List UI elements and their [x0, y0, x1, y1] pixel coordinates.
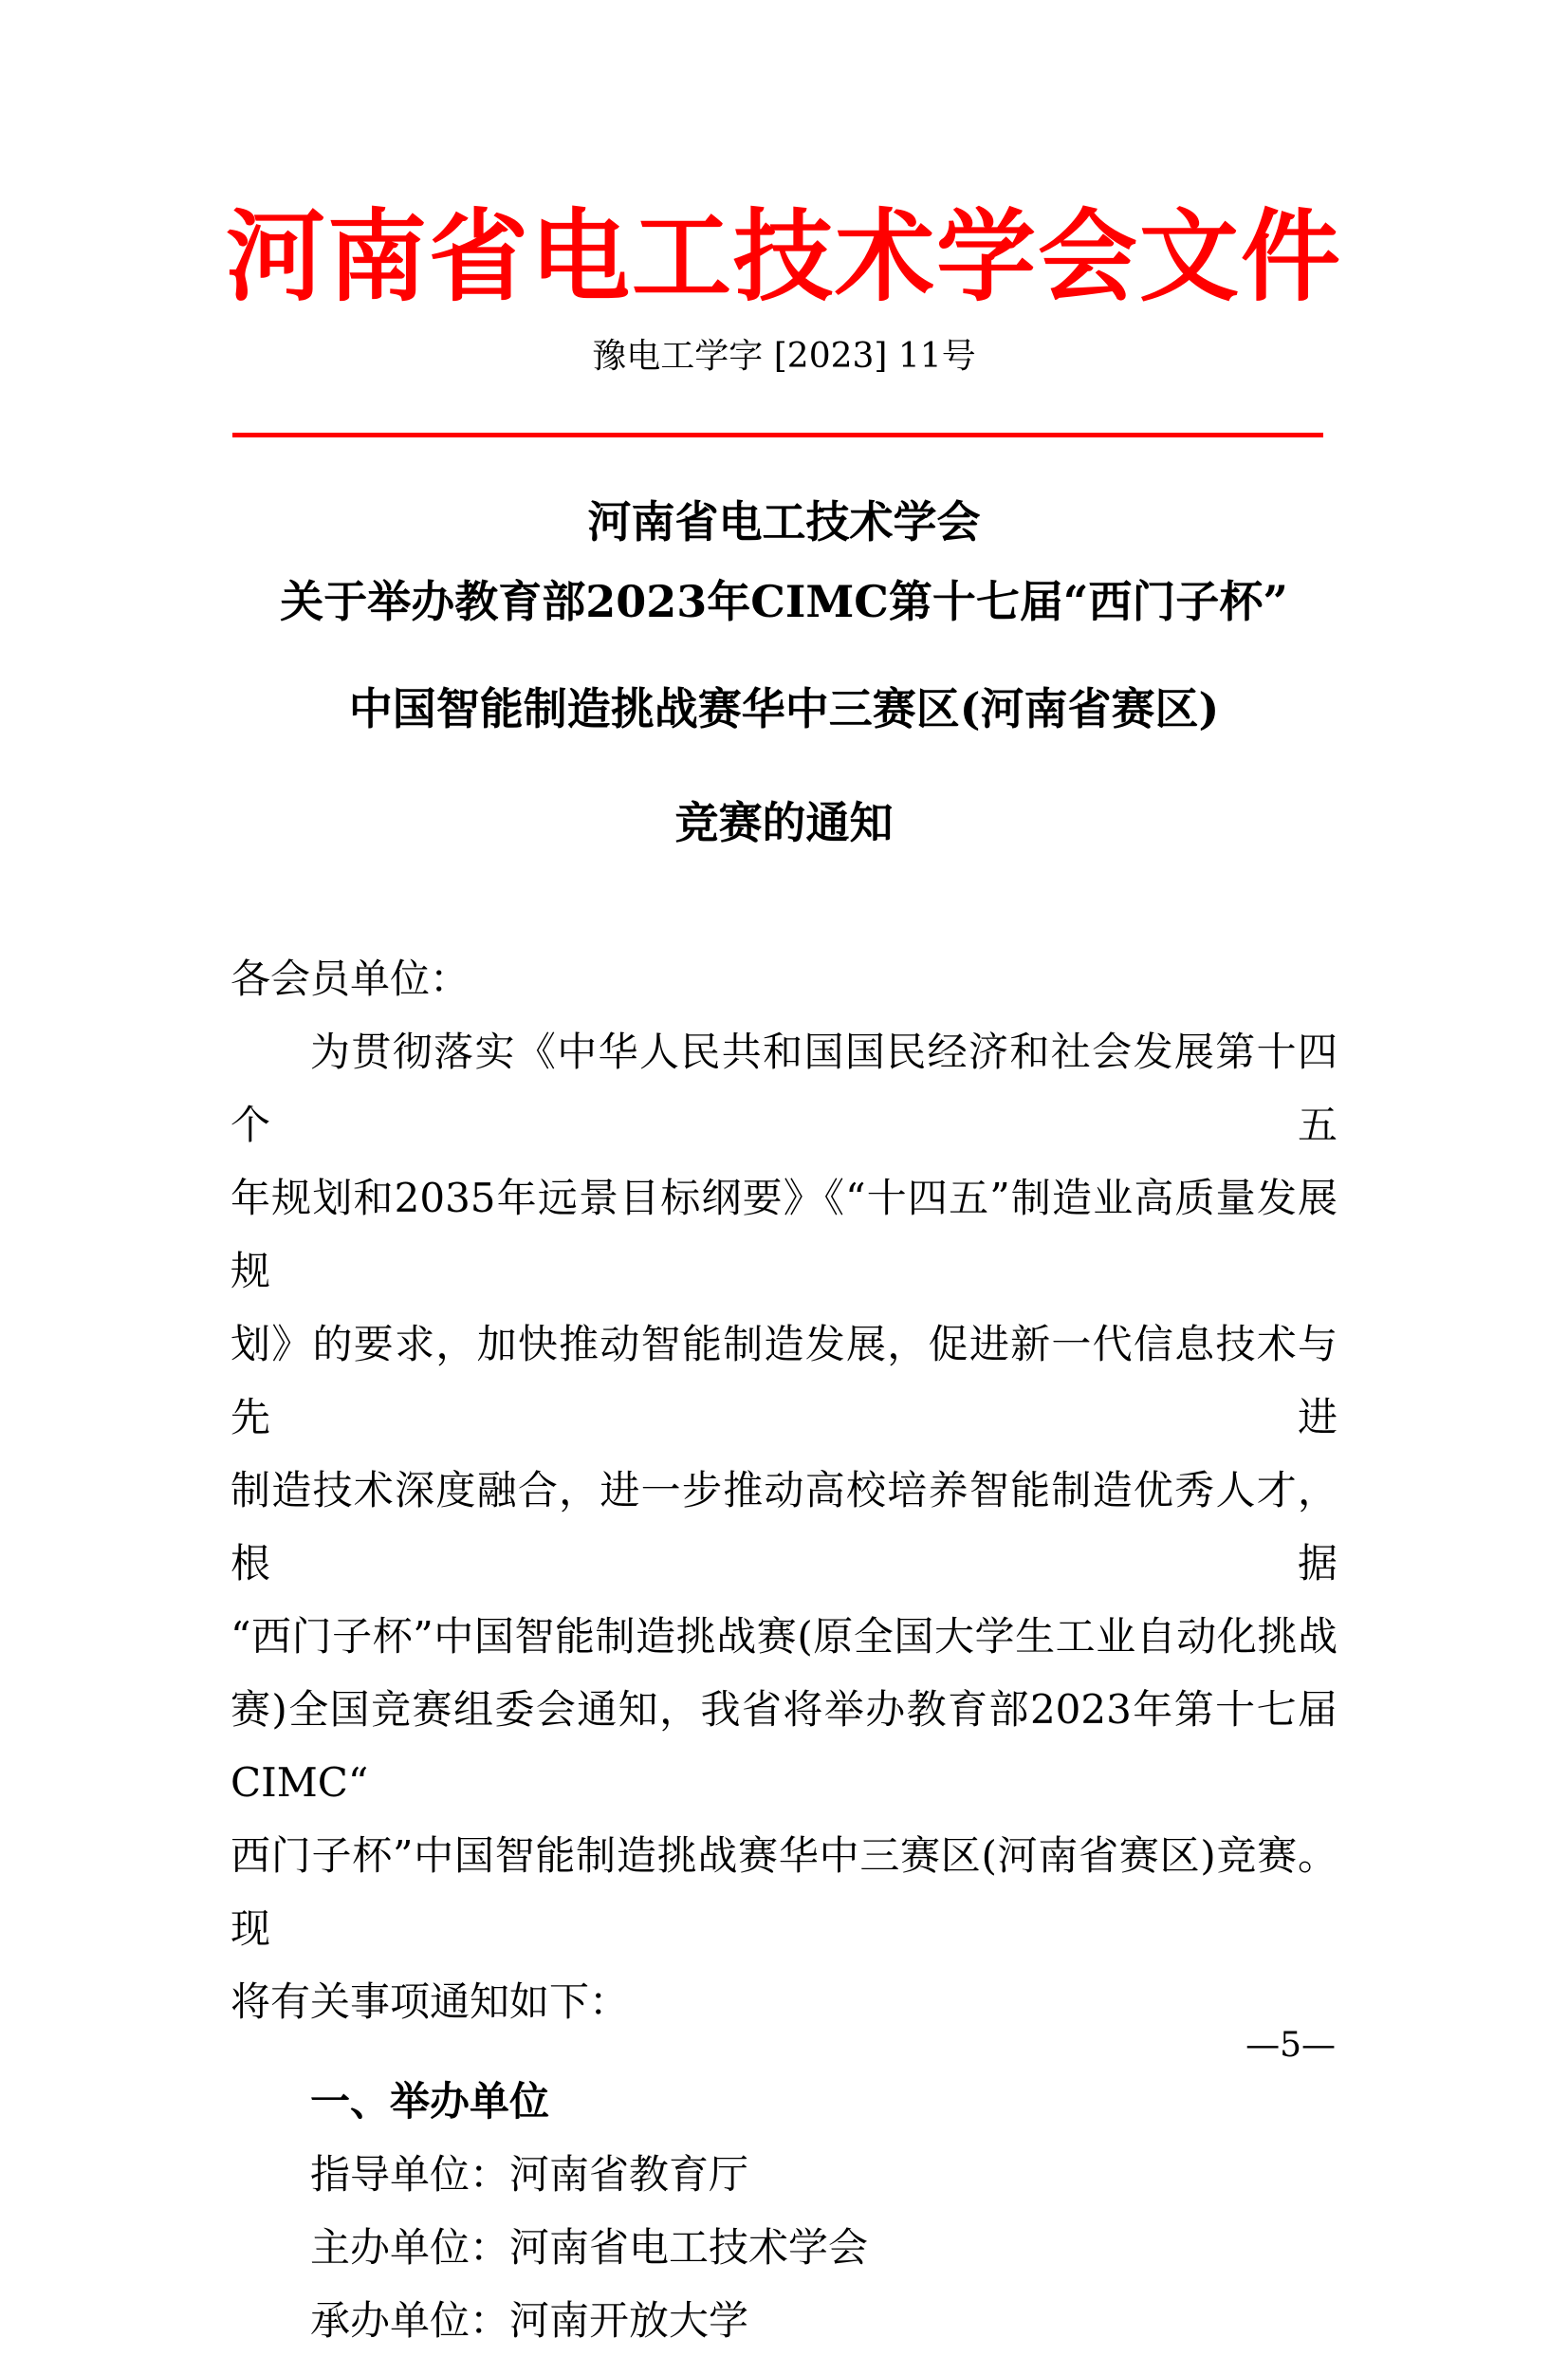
- title-line-organization: 河南省电工技术学会: [587, 496, 981, 547]
- body-line: 为贯彻落实《中华人民共和国国民经济和社会发展第十四个五: [231, 1029, 1337, 1148]
- header-divider-line: [232, 433, 1323, 437]
- organizer-item: 主办单位：河南省电工技术学会: [310, 2224, 869, 2271]
- document-body: [231, 942, 1337, 2357]
- body-paragraph: [231, 1015, 1337, 2038]
- letterhead-title: 河南省电工技术学会文件: [225, 197, 1342, 315]
- body-line: 西门子杯”中国智能制造挑战赛华中三赛区(河南省赛区)竞赛。现: [231, 1832, 1337, 1952]
- section-heading-organizers: 一、举办单位: [310, 2078, 550, 2125]
- body-line: “西门子杯”中国智能制造挑战赛(原全国大学生工业自动化挑战: [231, 1613, 1337, 1660]
- page-number: —5—: [1245, 2026, 1336, 2065]
- organizer-list: [231, 2138, 1337, 2357]
- document-number: 豫电工学字 [2023] 11号: [592, 337, 976, 376]
- organizer-item: 承办单位：河南开放大学: [310, 2297, 749, 2344]
- body-line: 制造技术深度融合，进一步推动高校培养智能制造优秀人才，根据: [231, 1467, 1337, 1587]
- document-title: [0, 496, 1568, 849]
- title-line-subject-1: 关于举办教育部2023年CIMC第十七届“西门子杯”: [280, 576, 1288, 627]
- salutation: 各会员单位：: [231, 956, 470, 1002]
- body-line: 年规划和2035年远景目标纲要》《“十四五”制造业高质量发展规: [231, 1175, 1337, 1294]
- body-line: 赛)全国竞赛组委会通知，我省将举办教育部2023年第十七届CIMC“: [231, 1686, 1337, 1806]
- title-line-notice: 竞赛的通知: [674, 797, 894, 848]
- body-line: 将有关事项通知如下：: [231, 1978, 630, 2025]
- body-line: 划》的要求，加快推动智能制造发展，促进新一代信息技术与先进: [231, 1321, 1337, 1440]
- title-line-subject-2: 中国智能制造挑战赛华中三赛区(河南省赛区): [348, 683, 1220, 734]
- organizer-item: 指导单位：河南省教育厅: [310, 2151, 749, 2198]
